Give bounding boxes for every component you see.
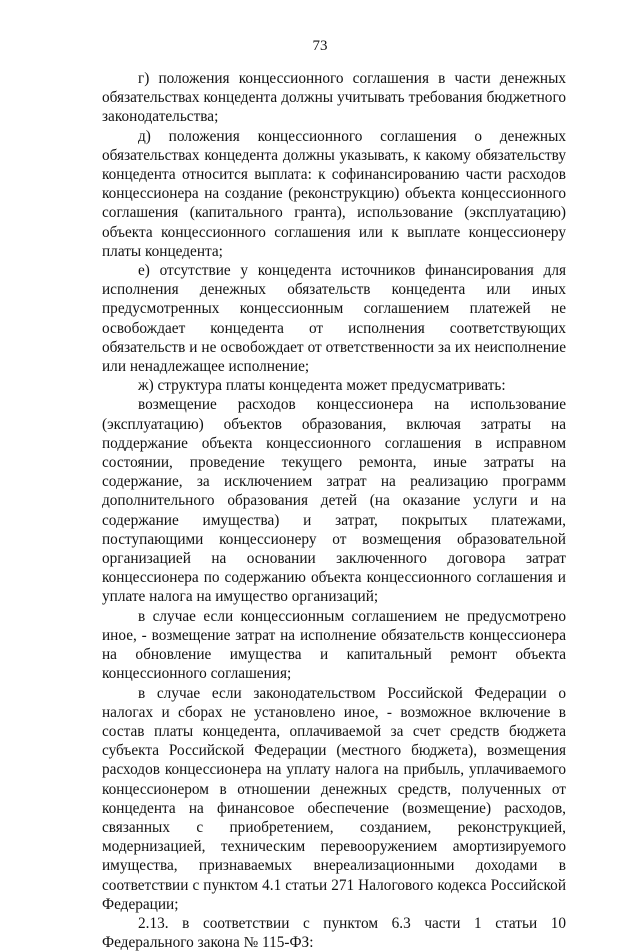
document-body	[102, 69, 566, 952]
paragraph-zh: ж) структура платы концедента может предусматривать:	[138, 377, 506, 395]
paragraph-e: е) отсутствие у концедента источников финансирования для исполнения денежных обязательств концедента или иных предусмотренных концессионным соглашением платежей не освобождает концедента от исполнения соответствующих обязательств и не освобождает от ответственности за их неисполнение или ненадлежащее исполнение;	[102, 262, 566, 376]
paragraph-d: д) положения концессионного соглашения о денежных обязательствах концедента должны указывать, к какому обязательству концедента относится выплата: к софинансированию части расходов концессионера на создание (реконструкцию) объекта концессионного соглашения (капитального гранта), использование (эксплуатацию) объекта концессионного соглашения или к выплате концессионеру платы концедента;	[102, 127, 566, 260]
paragraph-profit-tax: в случае если законодательством Российской Федерации о налогах и сборах не установлено иное, - возможное включение в состав платы концедента, оплачиваемой за счет средств бюджета субъекта Российской Федерации (местного бюджета), возмещения расходов концессионера на уплату налога на прибыль, уплачиваемого концессионером в отношении денежных средств, полученных от концедента на финансовое обеспечение (возмещение) расходов, связанных с приобретением, созданием, реконструкцией, модернизацией, техническим перевооружением амортизируемого имущества, признаваемых внереализационными доходами в соответствии с пунктом 4.1 статьи 271 Налогового кодекса Российской Федерации;	[102, 684, 566, 913]
paragraph-g: г) положения концессионного соглашения в части денежных обязательствах концедента должны учитывать требования бюджетного законодательства;	[102, 70, 566, 126]
paragraph-2-13: 2.13. в соответствии с пунктом 6.3 части 1 статьи 10 Федерального закона № 115-ФЗ:	[102, 914, 566, 952]
page-number: 73	[312, 38, 328, 54]
paragraph-capital-repair: в случае если концессионным соглашением не предусмотрено иное, - возмещение затрат на исполнение обязательств концессионера на обновление имущества и капитальный ремонт объекта концессионного соглашения;	[102, 607, 566, 683]
paragraph-operation-costs: возмещение расходов концессионера на использование (эксплуатацию) объектов образования, включая затраты на поддержание объекта концессионного соглашения в исправном состоянии, проведение текущего ремонта, иные затраты на содержание, за исключением затрат на реализацию программ дополнительного образования детей (на оказание услуги и на содержание имущества) и затрат, покрытых платежами, поступающими концессионеру от возмещения образовательной организацией на основании заключенного договора затрат концессионера по содержанию объекта концессионного соглашения и уплате налога на имущество организаций;	[102, 396, 566, 606]
